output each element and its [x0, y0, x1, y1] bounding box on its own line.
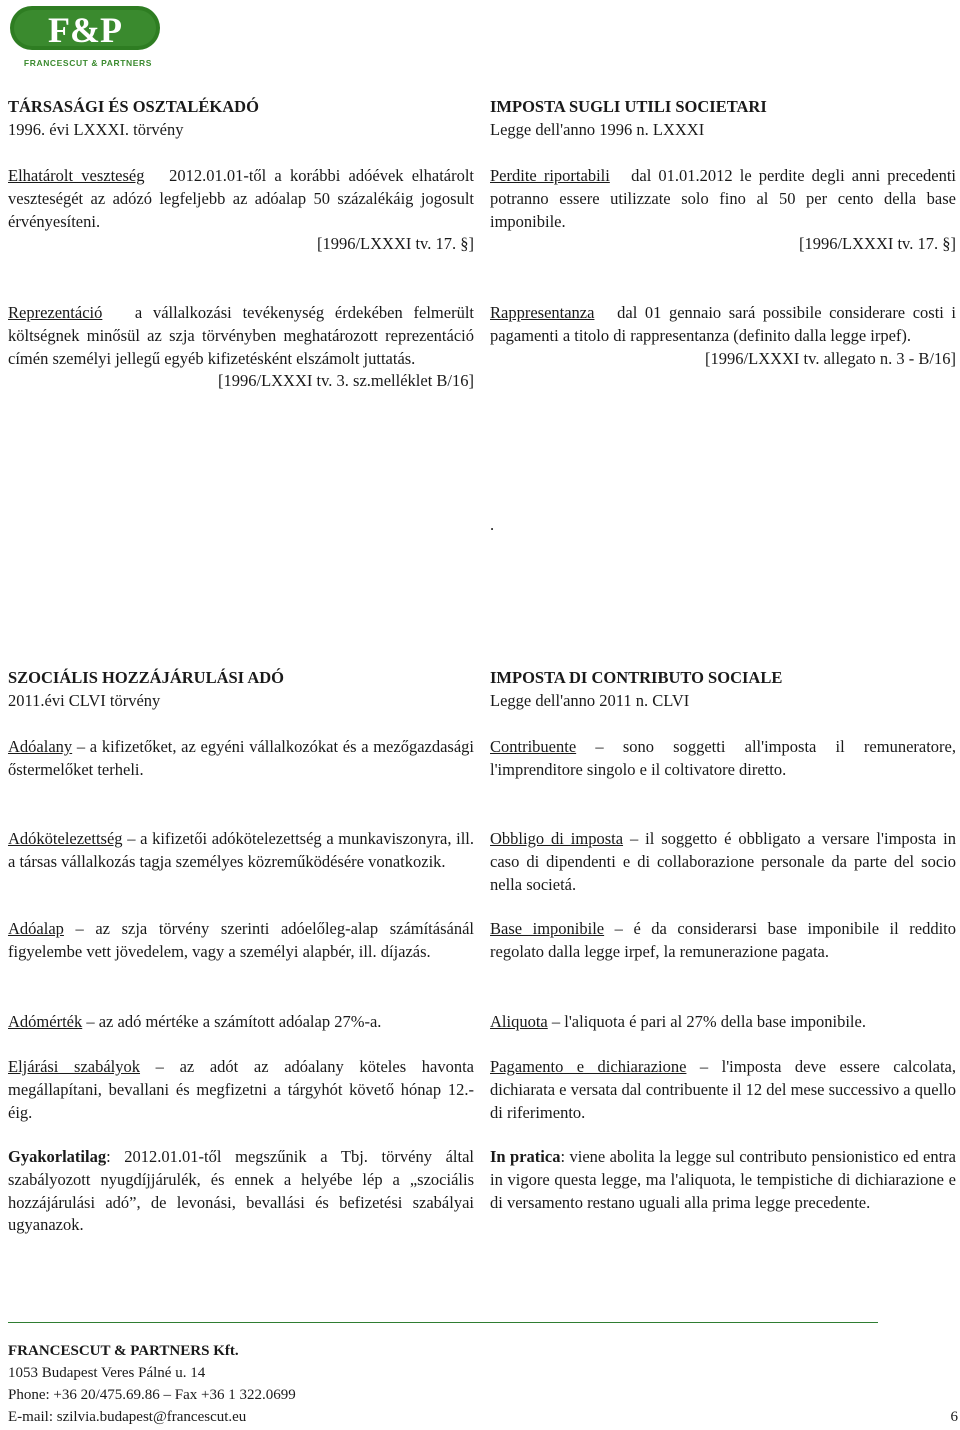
text-eljarasi: az adót az adóalany köteles havonta megállapítani, bevallani és megfizetni a tárgyhót követő hónap 12.-éig. [8, 1057, 474, 1122]
footer-company: FRANCESCUT & PARTNERS Kft. [8, 1343, 239, 1359]
paragraph-perdite [490, 165, 956, 256]
section1-hu-title: TÁRSASÁGI ÉS OSZTALÉKADÓ [8, 97, 259, 116]
text-gyakorlatilag: : 2012.01.01-től megszűnik a Tbj. törvény által szabályozott nyugdíjjárulék, és ennek a helyébe lép a „szociális hozzájárulási adó”, de levonási, bevallási és befizetési szabályai ugyanazok. [8, 1147, 474, 1235]
term-gyakorlatilag: Gyakorlatilag [8, 1147, 107, 1166]
term-adoalany: Adóalany [8, 737, 73, 756]
term-adomertek: Adómérték [8, 1012, 83, 1031]
section2-hu-heading [8, 667, 474, 713]
ref-elhatarolt: [1996/LXXXI tv. 17. §] [316, 234, 474, 254]
term-perdite: Perdite riportabili [490, 166, 610, 185]
text-obbligo: il soggetto é obbligato a versare l'imposta in caso di dipendenti e di collaborazione personale da parte del socio nella societá. [490, 829, 957, 894]
text-base-imponibile: é da considerarsi base imponibile il reddito regolato dalla legge irpef, la remunerazione pagata. [490, 919, 956, 961]
paragraph-gyakorlatilag [8, 1146, 474, 1237]
term-rappresentanza: Rappresentanza [490, 303, 595, 322]
paragraph-adokotelezettseg: Adókötelezettség – a kifizetői adókötelezettség a munkaviszonyra, ill. a társas vállalkozás tagja személyes közreműködésére vonatkozik. [8, 829, 475, 871]
ref-reprezentacio: [1996/LXXXI tv. 3. sz.melléklet B/16] [217, 371, 474, 391]
text-adoalany: a kifizetőket, az egyéni vállalkozókat és a mezőgazdasági őstermelőket terheli. [8, 737, 475, 779]
paragraph-adoalap: Adóalap – az szja törvény szerinti adóelőleg-alap számításánál figyelembe vett jövedelem, vagy a személyi alapbér, ill. díjazás. [8, 919, 474, 961]
paragraph-reprezentacio [8, 302, 474, 393]
paragraph-contribuente: Contribuente – sono soggetti all'imposta il remuneratore, l'imprenditore singolo e il coltivatore diretto. [490, 737, 956, 779]
section2-hu-title: SZOCIÁLIS HOZZÁJÁRULÁSI ADÓ [8, 668, 284, 687]
section2-it-heading [490, 667, 956, 713]
text-rappresentanza: dal 01 gennaio sará possibile considerare costi i pagamenti a titolo di rappresentanza (definito dalla legge irpef). [490, 303, 957, 345]
text-reprezentacio: a vállalkozási tevékenység érdekében felmerült költségnek minősül az szja törvényben meghatározott reprezentáció címén személyi jellegű egyéb kifizetésként elszámolt juttatás. [8, 303, 475, 368]
section1-hu-subtitle: 1996. évi LXXXI. törvény [8, 119, 184, 139]
term-pagamento: Pagamento e dichiarazione [490, 1057, 687, 1076]
paragraph-pagamento: Pagamento e dichiarazione – l'imposta deve essere calcolata, dichiarata e versata dal contribuente il 12 del mese successivo a quello di riferimento. [490, 1057, 956, 1122]
paragraph-obbligo: Obbligo di imposta – il soggetto é obbligato a versare l'imposta in caso di dipendenti e di collaborazione personale da parte del socio nella societá. [490, 829, 957, 894]
section1-hu-heading [8, 96, 474, 142]
paragraph-adomertek: Adómérték – az adó mértéke a számított adóalap 27%-a. [8, 1012, 382, 1031]
footer-address: 1053 Budapest Veres Pálné u. 14 [8, 1365, 206, 1381]
page-number: 6 [950, 1409, 958, 1425]
paragraph-aliquota: Aliquota – l'aliquota é pari al 27% della base imponibile. [490, 1012, 866, 1031]
text-elhatarolt: 2012.01.01-től a korábbi adóévek elhatárolt veszteségét az adózó legfeljebb az adóalap 50 százalékáig jogosult érvényesíteni. [8, 166, 475, 231]
fp-logo-icon [8, 4, 168, 56]
term-contribuente: Contribuente [490, 737, 577, 756]
term-aliquota: Aliquota [490, 1012, 548, 1031]
section1-it-title: IMPOSTA SUGLI UTILI SOCIETARI [490, 97, 767, 116]
term-reprezentacio: Reprezentáció [8, 303, 103, 322]
page-footer [8, 1340, 958, 1428]
section1-it-subtitle: Legge dell'anno 1996 n. LXXXI [490, 119, 705, 139]
term-eljarasi: Eljárási szabályok [8, 1057, 141, 1076]
text-adoalap: az szja törvény szerinti adóelőleg-alap számításánál figyelembe vett jövedelem, vagy a személyi alapbér, ill. díjazás. [8, 919, 474, 961]
stray-dot: . [490, 515, 495, 534]
term-in-pratica: In pratica [490, 1147, 561, 1166]
paragraph-base-imponibile: Base imponibile – é da considerarsi base imponibile il reddito regolato dalla legge irpef, la remunerazione pagata. [490, 919, 956, 961]
section2-it-title: IMPOSTA DI CONTRIBUTO SOCIALE [490, 668, 783, 687]
footer-divider [8, 1322, 878, 1323]
text-contribuente: sono soggetti all'imposta il remuneratore, l'imprenditore singolo e il coltivatore diretto. [490, 737, 956, 779]
paragraph-elhatarolt [8, 165, 474, 256]
term-elhatarolt: Elhatárolt veszteség [8, 166, 145, 185]
section2-it-subtitle: Legge dell'anno 2011 n. CLVI [490, 690, 690, 710]
text-aliquota: l'aliquota é pari al 27% della base imponibile. [564, 1012, 866, 1031]
text-pagamento: l'imposta deve essere calcolata, dichiarata e versata dal contribuente il 12 del mese successivo a quello di riferimento. [490, 1057, 956, 1122]
term-base-imponibile: Base imponibile [490, 919, 605, 938]
text-perdite: dal 01.01.2012 le perdite degli anni precedenti potranno essere utilizzate solo fino al 50 per cento della base imponibile. [490, 166, 956, 231]
paragraph-rappresentanza [490, 302, 956, 370]
ref-perdite: [1996/LXXXI tv. 17. §] [798, 234, 956, 254]
section1-it-heading [490, 96, 956, 142]
paragraph-eljarasi: Eljárási szabályok – az adót az adóalany köteles havonta megállapítani, bevallani és megfizetni a tárgyhót követő hónap 12.-éig. [8, 1057, 474, 1122]
section2-hu-subtitle: 2011.évi CLVI törvény [8, 690, 161, 710]
term-obbligo: Obbligo di imposta [490, 829, 624, 848]
paragraph-in-pratica [490, 1146, 956, 1214]
ref-rappresentanza: [1996/LXXXI tv. allegato n. 3 - B/16] [705, 348, 956, 368]
paragraph-adoalany: Adóalany – a kifizetőket, az egyéni vállalkozókat és a mezőgazdasági őstermelőket terheli. [8, 737, 475, 779]
text-in-pratica: : viene abolita la legge sul contributo pensionistico ed entra in vigore questa legge, ma l'aliquota, le tempistiche di dichiarazione e di versamento restano uguali alla prima legge precedente. [490, 1147, 957, 1212]
brand-subtitle: FRANCESCUT & PARTNERS [23, 58, 153, 68]
term-adokotelezettseg: Adókötelezettség [8, 829, 123, 848]
footer-phone: Phone: +36 20/475.69.86 – Fax +36 1 322.0699 [8, 1387, 296, 1403]
logo-letters: F&P [48, 10, 122, 50]
text-adokotelezettseg: a kifizetői adókötelezettség a munkaviszonyra, ill. a társas vállalkozás tagja személyes közreműködésére vonatkozik. [8, 829, 475, 871]
footer-email[interactable]: E-mail: szilvia.budapest@francescut.eu [8, 1409, 247, 1425]
text-adomertek: az adó mértéke a számított adóalap 27%-a. [98, 1012, 382, 1031]
term-adoalap: Adóalap [8, 919, 64, 938]
